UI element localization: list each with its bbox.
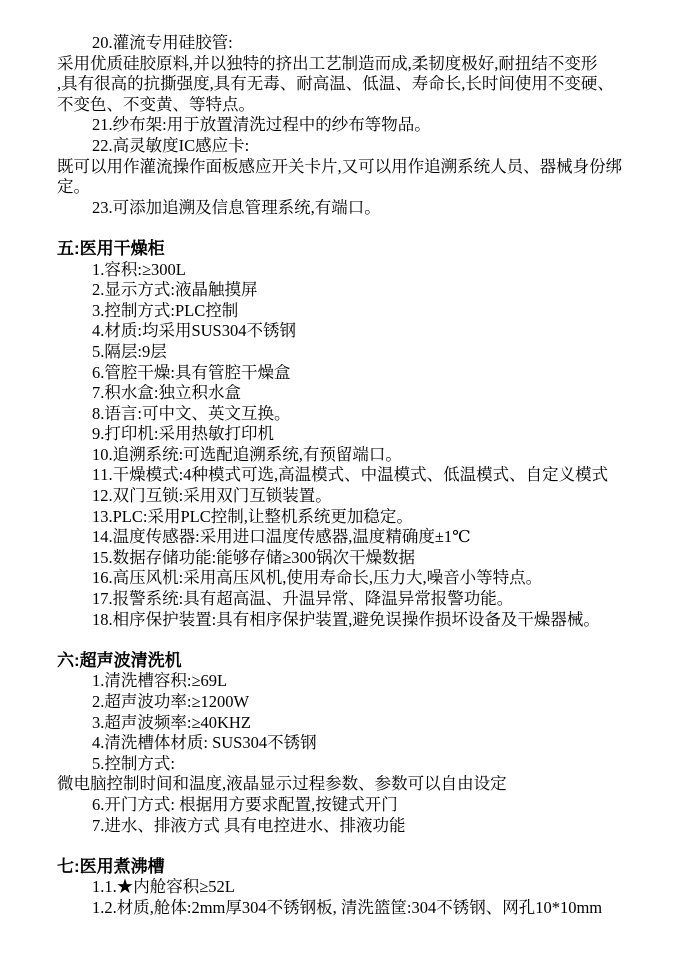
spec-line: 1.1.★内舱容积≥52L	[92, 877, 235, 897]
spec-line: 6.开门方式: 根据用方要求配置,按键式开门	[92, 794, 398, 814]
spec-line: 不变色、不变黄、等特点。	[57, 94, 255, 114]
spec-line: 采用优质硅胶原料,并以独特的挤出工艺制造而成,柔韧度极好,耐扭结不变形	[57, 53, 598, 73]
section-heading: 六:超声波清洗机	[57, 650, 182, 670]
spec-line: 7.积水盒:独立积水盒	[92, 383, 241, 403]
spec-line: 16.高压风机:采用高压风机,使用寿命长,压力大,噪音小等特点。	[92, 568, 543, 588]
spec-line: 1.容积:≥300L	[92, 259, 186, 279]
spec-line: 9.打印机:采用热敏打印机	[92, 424, 274, 444]
spec-line: 既可以用作灌流操作面板感应开关卡片,又可以用作追溯系统人员、器械身份绑	[57, 156, 623, 176]
spec-line: ,具有很高的抗撕强度,具有无毒、耐高温、低温、寿命长,长时间使用不变硬、	[57, 74, 614, 94]
spec-line: 定。	[57, 177, 90, 197]
spec-line: 12.双门互锁:采用双门互锁装置。	[92, 486, 332, 506]
spec-line: 1.清洗槽容积:≥69L	[92, 671, 228, 691]
spec-line: 15.数据存储功能:能够存储≥300锅次干燥数据	[92, 547, 416, 567]
spec-line: 11.干燥模式:4种模式可选,高温模式、中温模式、低温模式、自定义模式	[92, 465, 609, 485]
spec-line: 3.超声波频率:≥40KHZ	[92, 712, 251, 732]
spec-line: 2.显示方式:液晶触摸屏	[92, 280, 258, 300]
spec-line: 14.温度传感器:采用进口温度传感器,温度精确度±1℃	[92, 527, 471, 547]
section-heading: 五:医用干燥柜	[57, 238, 165, 258]
spec-line: 6.管腔干燥:具有管腔干燥盒	[92, 362, 291, 382]
spec-line: 微电脑控制时间和温度,液晶显示过程参数、参数可以自由设定	[57, 774, 507, 794]
spec-line: 3.控制方式:PLC控制	[92, 300, 239, 320]
spec-line: 13.PLC:采用PLC控制,让整机系统更加稳定。	[92, 506, 413, 526]
spec-line: 2.超声波功率:≥1200W	[92, 692, 250, 711]
spec-line: 4.材质:均采用SUS304不锈钢	[92, 321, 296, 341]
spec-line: 10.追溯系统:可选配追溯系统,有预留端口。	[92, 444, 402, 464]
spec-line: 18.相序保护装置:具有相序保护装置,避免误操作损坏设备及干燥器械。	[92, 609, 600, 629]
spec-line: 5.隔层:9层	[92, 341, 167, 361]
spec-line: 20.灌流专用硅胶管:	[92, 33, 233, 52]
spec-line: 4.清洗槽体材质: SUS304不锈钢	[92, 733, 317, 753]
spec-line: 7.进水、排液方式 具有电控进水、排液功能	[92, 815, 406, 835]
spec-line: 1.2.材质,舱体:2mm厚304不锈钢板, 清洗篮筐:304不锈钢、网孔10*10mm	[92, 897, 603, 917]
spec-line: 22.高灵敏度IC感应卡:	[92, 135, 250, 155]
spec-line: 17.报警系统:具有超高温、升温异常、降温异常报警功能。	[92, 589, 514, 609]
document-content	[57, 33, 645, 919]
spec-line: 5.控制方式:	[92, 753, 175, 773]
spec-line: 8.语言:可中文、英文互换。	[92, 403, 291, 423]
spec-line: 21.纱布架:用于放置清洗过程中的纱布等物品。	[92, 115, 431, 135]
section-heading: 七:医用煮沸槽	[57, 856, 165, 876]
spec-line: 23.可添加追溯及信息管理系统,有端口。	[92, 197, 381, 217]
